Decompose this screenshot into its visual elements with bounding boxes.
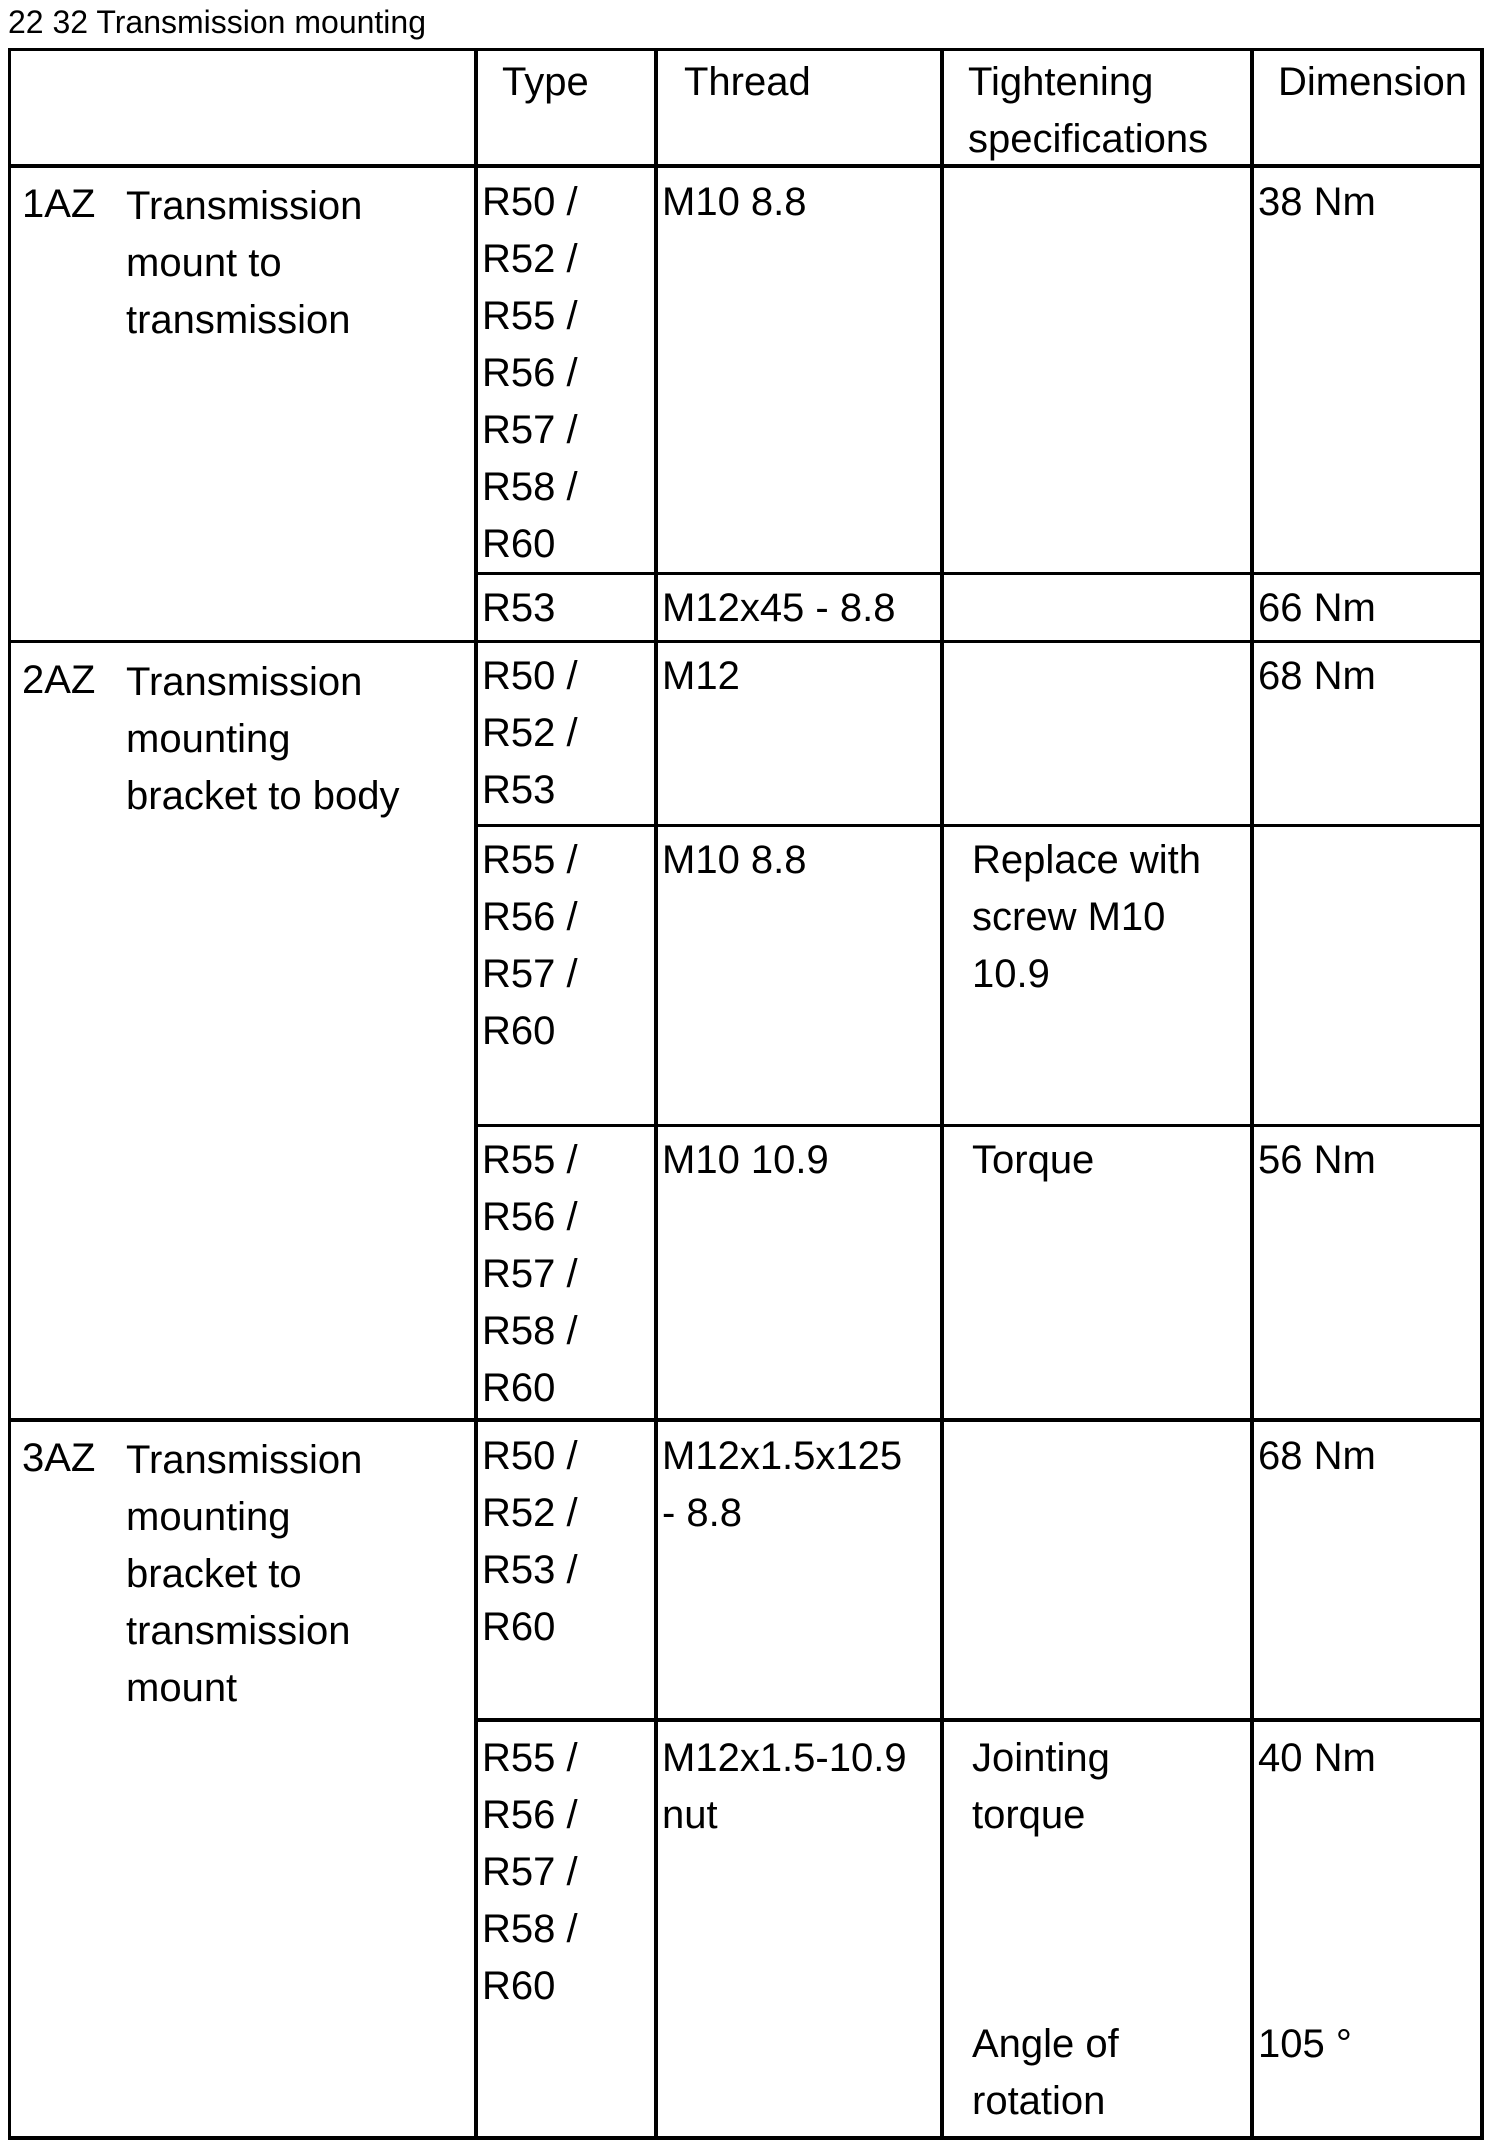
dimension-cell: 38 Nm xyxy=(1258,180,1376,224)
group-divider xyxy=(8,1418,1484,1422)
type-cell: R55 / R56 / R57 / R58 / R60 xyxy=(482,1138,578,1410)
dimension-cell: 56 Nm xyxy=(1258,1138,1376,1182)
type-cell: R50 / R52 / R53 / R60 xyxy=(482,1434,578,1649)
column-divider xyxy=(940,48,944,2140)
row-divider xyxy=(474,1718,1484,1722)
type-cell: R53 xyxy=(482,586,556,630)
table-border-left xyxy=(8,48,11,2140)
type-cell: R55 / R56 / R57 / R58 / R60 xyxy=(482,1736,578,2008)
dimension-cell: 68 Nm xyxy=(1258,654,1376,698)
row-divider xyxy=(474,1124,1484,1127)
dimension-cell: 66 Nm xyxy=(1258,586,1376,630)
thread-cell: M12x45 - 8.8 xyxy=(662,586,896,630)
table-border-bottom xyxy=(8,2136,1484,2140)
group-code: 2AZ xyxy=(22,658,96,702)
group-description: Transmission mounting bracket to transmission mount xyxy=(126,1438,363,1710)
dimension-cell: 105 ° xyxy=(1258,2022,1352,2066)
type-cell: R50 / R52 / R55 / R56 / R57 / R58 / R60 xyxy=(482,180,578,566)
spec-cell: Angle of rotation xyxy=(972,2022,1119,2123)
group-description: Transmission mounting bracket to body xyxy=(126,660,400,818)
dimension-cell: 40 Nm xyxy=(1258,1736,1376,1780)
group-divider xyxy=(8,640,1484,643)
thread-cell: M10 8.8 xyxy=(662,838,807,882)
row-divider xyxy=(474,572,1484,575)
thread-cell: M12x1.5-10.9 nut xyxy=(662,1736,907,1837)
thread-cell: M12x1.5x125 - 8.8 xyxy=(662,1434,903,1535)
spec-cell: Jointing torque xyxy=(972,1736,1110,1837)
type-cell: R50 / R52 / R53 xyxy=(482,654,578,812)
dimension-cell: 68 Nm xyxy=(1258,1434,1376,1478)
group-code: 3AZ xyxy=(22,1436,96,1480)
column-divider xyxy=(1250,48,1254,2140)
thread-cell: M10 10.9 xyxy=(662,1138,829,1182)
table-border-top xyxy=(8,48,1484,51)
header-tightening-specifications: Tightening specifications xyxy=(968,60,1209,161)
column-divider xyxy=(474,48,478,2140)
header-thread: Thread xyxy=(684,60,811,104)
page-title: 22 32 Transmission mounting xyxy=(8,4,426,40)
type-cell: R55 / R56 / R57 / R60 xyxy=(482,838,578,1053)
header-divider xyxy=(8,164,1484,168)
thread-cell: M10 8.8 xyxy=(662,180,807,224)
thread-cell: M12 xyxy=(662,654,740,698)
group-description: Transmission mount to transmission xyxy=(126,184,363,342)
header-dimension: Dimension xyxy=(1278,60,1467,104)
header-type: Type xyxy=(502,60,589,104)
spec-cell: Torque xyxy=(972,1138,1095,1182)
table-border-right xyxy=(1480,48,1484,2140)
column-divider xyxy=(654,48,658,2140)
group-code: 1AZ xyxy=(22,182,96,226)
row-divider xyxy=(474,824,1484,827)
spec-cell: Replace with screw M10 10.9 xyxy=(972,838,1202,996)
